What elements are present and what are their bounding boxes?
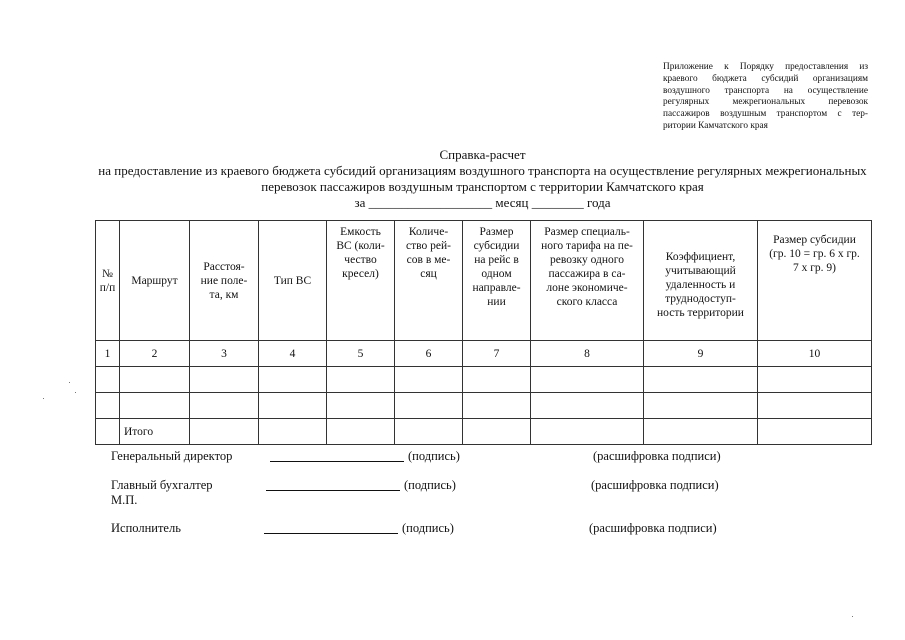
header-cell: Размер субсидии на рейс в одном направле- нии: [463, 221, 531, 341]
table-cell: [531, 393, 644, 419]
header-cell: Расстоя- ние поле- та, км: [190, 221, 259, 341]
stamp-place-label: М.П.: [111, 493, 138, 507]
column-number: 4: [259, 341, 327, 367]
appendix-line: воздушного транспорта на осуществление: [663, 85, 868, 96]
appendix-line: регулярных межрегиональных перевозок: [663, 97, 868, 108]
table-cell: [259, 393, 327, 419]
table-cell: [463, 419, 531, 445]
table-cell: [190, 393, 259, 419]
document-heading: Справка-расчет: [439, 147, 526, 162]
scan-speck: [43, 398, 44, 399]
header-cell: Маршрут: [120, 221, 190, 341]
column-number: 8: [531, 341, 644, 367]
table-cell: [463, 393, 531, 419]
signature-decode-label: (расшифровка подписи): [591, 478, 719, 492]
appendix-line: пассажиров воздушным транспортом с тер-: [663, 109, 868, 120]
scan-speck: [75, 392, 76, 393]
table-cell: [190, 367, 259, 393]
header-cell: № п/п: [96, 221, 120, 341]
table-cell: [96, 393, 120, 419]
column-number: 9: [644, 341, 758, 367]
signature-decode-label: (расшифровка подписи): [589, 521, 717, 535]
table-cell: [259, 419, 327, 445]
total-row: [96, 419, 872, 445]
table-row: [96, 367, 872, 393]
table-cell: [96, 367, 120, 393]
appendix-note: [663, 62, 868, 133]
signature-decode-label: (расшифровка подписи): [593, 449, 721, 463]
document-title-block: [0, 147, 905, 211]
signature-role: Генеральный директор: [111, 449, 233, 463]
table-cell: [644, 367, 758, 393]
appendix-line: ритории Камчатского края: [663, 120, 768, 131]
header-cell: Размер специаль- ного тарифа на пе- ревозку одного пассажира в са- лоне экономиче- ского класса: [531, 221, 644, 341]
table-cell: [463, 367, 531, 393]
signature-label: (подпись): [408, 449, 460, 463]
table-cell: [259, 367, 327, 393]
table-cell: [644, 393, 758, 419]
table-cell: [327, 367, 395, 393]
table-cell: [758, 367, 872, 393]
header-cell: Емкость ВС (коли- чество кресел): [327, 221, 395, 341]
table-cell: [190, 419, 259, 445]
header-cell: Коэффициент, учитывающий удаленность и труднодоступ- ность территории: [644, 221, 758, 341]
column-number: 1: [96, 341, 120, 367]
column-number: 3: [190, 341, 259, 367]
period-line: за ___________________ месяц ________ года: [354, 195, 611, 210]
signature-line: [264, 533, 398, 534]
table-cell: [395, 419, 463, 445]
scan-speck: [69, 382, 70, 383]
signature-line: [266, 490, 400, 491]
table-cell: [758, 393, 872, 419]
document-subtitle-line-2: перевозок пассажиров воздушным транспортом с территории Камчатского края: [261, 179, 704, 194]
signature-role: Исполнитель: [111, 521, 181, 535]
table-cell: [395, 367, 463, 393]
signature-line: [270, 461, 404, 462]
table-row: [96, 393, 872, 419]
table-cell: [531, 419, 644, 445]
total-label: Итого: [120, 419, 190, 445]
table-cell: [120, 367, 190, 393]
appendix-line: Приложение к Порядку предоставления из: [663, 62, 868, 72]
column-number: 10: [758, 341, 872, 367]
table-cell: [644, 419, 758, 445]
table-cell: [758, 419, 872, 445]
column-number: 6: [395, 341, 463, 367]
table-cell: [96, 419, 120, 445]
table-header-row: [96, 221, 872, 341]
appendix-line: краевого бюджета субсидий организациям: [663, 73, 868, 84]
signature-label: (подпись): [404, 478, 456, 492]
header-cell: Тип ВС: [259, 221, 327, 341]
signature-label: (подпись): [402, 521, 454, 535]
header-cell: Количе- ство рей- сов в ме- сяц: [395, 221, 463, 341]
table-cell: [327, 419, 395, 445]
subsidy-calculation-table: [95, 220, 872, 445]
column-number: 7: [463, 341, 531, 367]
column-number: 5: [327, 341, 395, 367]
signature-role: Главный бухгалтер: [111, 478, 213, 492]
table-cell: [327, 393, 395, 419]
table-cell: [395, 393, 463, 419]
document-subtitle-line-1: на предоставление из краевого бюджета субсидий организациям воздушного транспорта на осуществление регулярных межрегиональных: [98, 163, 867, 178]
scan-speck: [852, 616, 853, 617]
header-cell: Размер субсидии (гр. 10 = гр. 6 х гр. 7 х гр. 9): [758, 221, 872, 341]
column-number: 2: [120, 341, 190, 367]
table-cell: [120, 393, 190, 419]
column-number-row: [96, 341, 872, 367]
table-cell: [531, 367, 644, 393]
